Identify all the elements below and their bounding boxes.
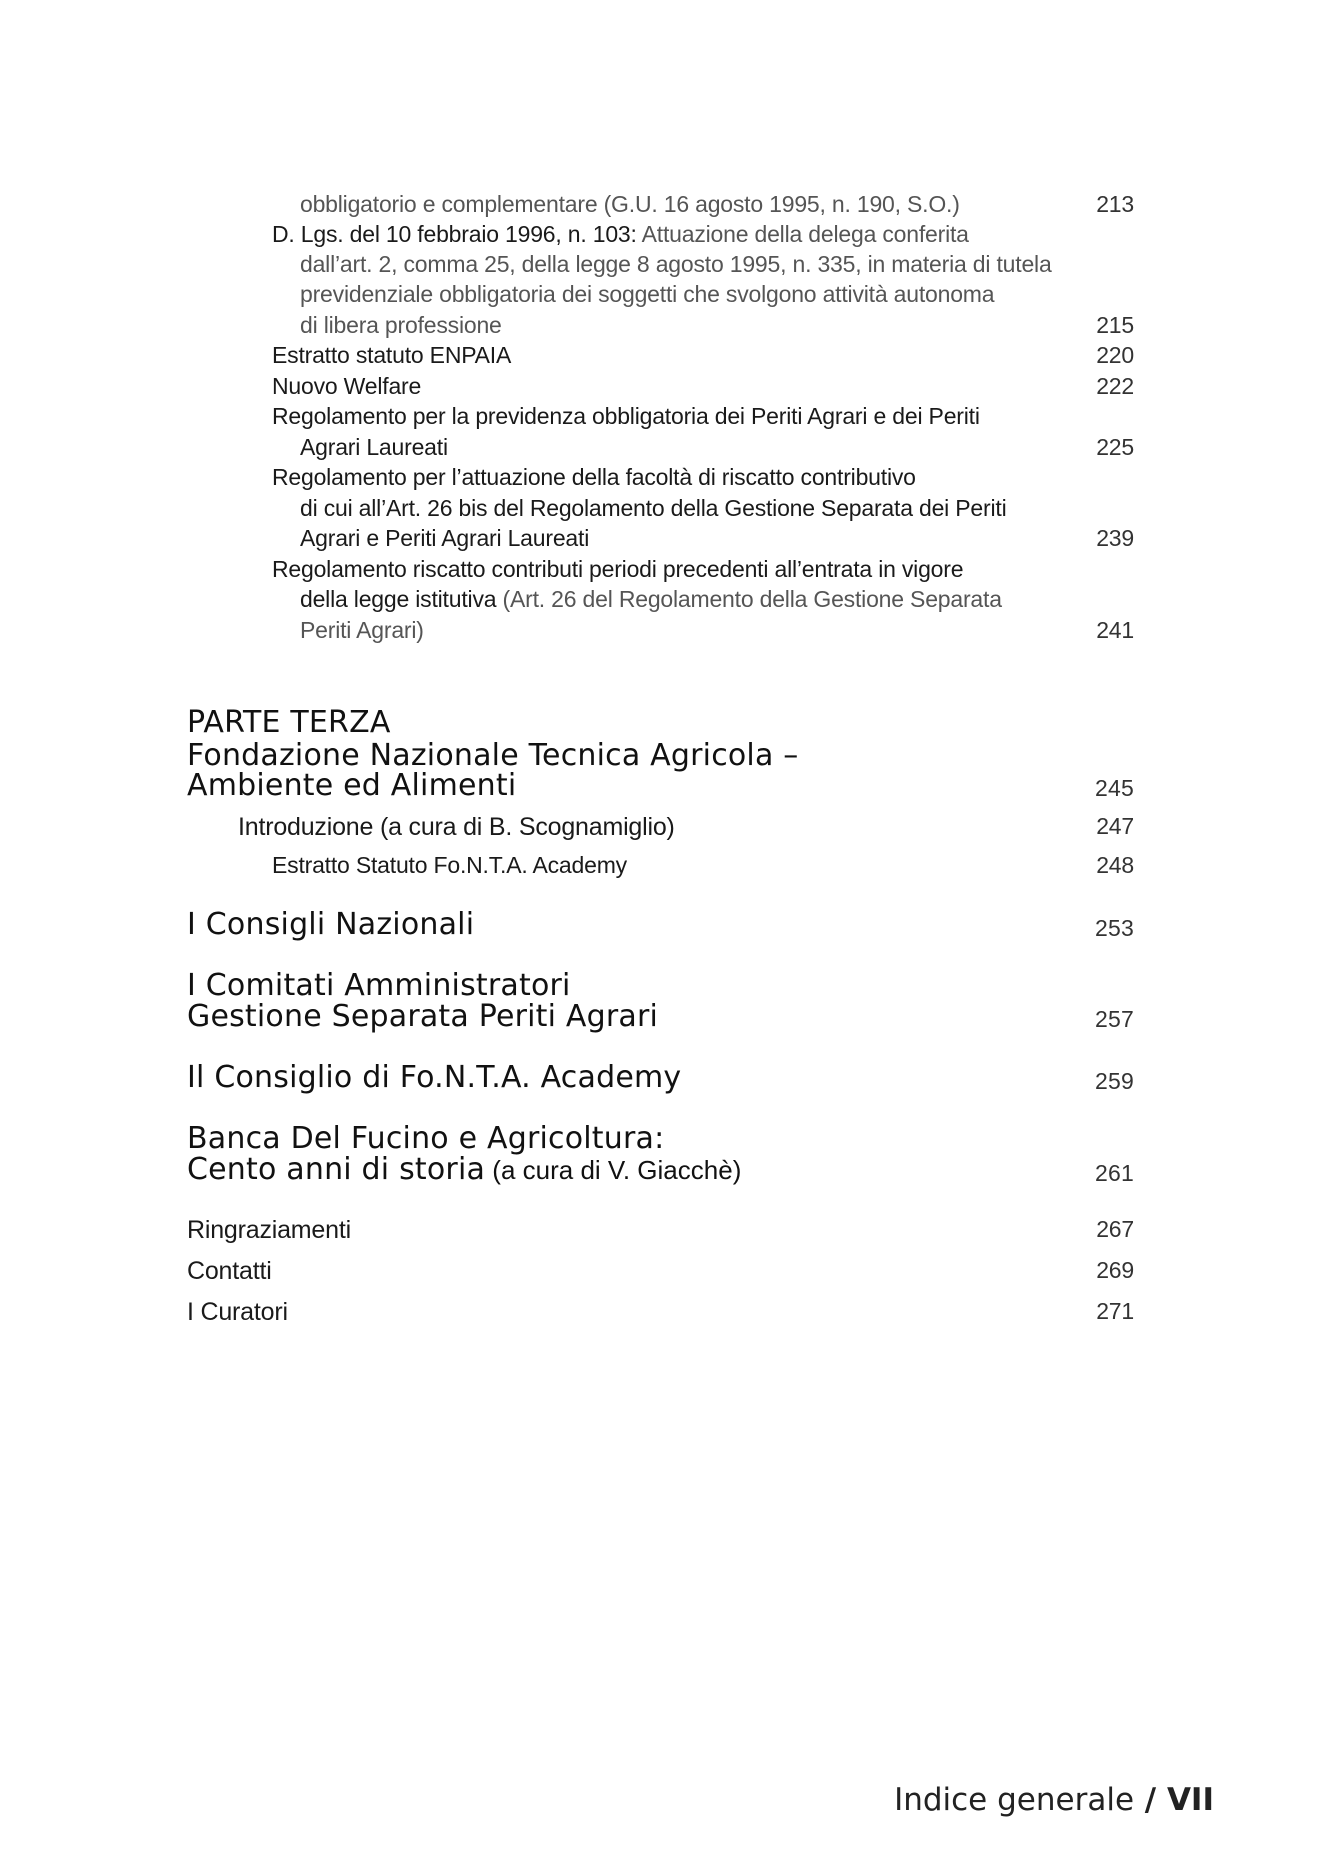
toc-upper-line-text (300, 251, 1052, 278)
toc-page-number: 222 (1096, 373, 1134, 399)
consigli-page: 253 (1095, 915, 1134, 941)
toc-page-number: 241 (1096, 617, 1134, 643)
toc-upper-line-text (272, 464, 916, 491)
toc-end-entry-page: 271 (1096, 1298, 1134, 1324)
comitati-title-line2: Gestione Separata Periti Agrari (187, 999, 659, 1034)
toc-upper-line-text (272, 373, 421, 400)
parte-terza-title: PARTE TERZA (187, 705, 391, 740)
toc-upper-line-text (300, 312, 502, 339)
toc-entry-title: D. Lgs. del 10 febbraio 1996, n. 103: (272, 221, 642, 247)
toc-entry-title: Estratto statuto ENPAIA (272, 342, 512, 368)
toc-entry-title: Nuovo Welfare (272, 373, 422, 399)
banca-page: 261 (1095, 1160, 1134, 1186)
toc-upper-line-text (272, 221, 969, 248)
toc-upper-line-text (300, 617, 424, 644)
toc-end-entry-title: Contatti (187, 1257, 272, 1285)
introduzione-page: 247 (1096, 813, 1134, 839)
toc-upper-line-text (300, 434, 448, 461)
toc-page-number: 220 (1096, 342, 1134, 368)
page-footer (894, 1782, 1214, 1818)
toc-upper-line-text (272, 403, 980, 430)
toc-upper-line-text (300, 495, 1006, 522)
toc-entry-title: Regolamento per l’attuazione della facoltà di riscatto contributivo (272, 464, 916, 490)
toc-end-entry-page: 267 (1096, 1216, 1134, 1242)
toc-upper-line-text (300, 191, 960, 218)
toc-entry-title: Regolamento per la previdenza obbligatoria dei Periti Agrari e dei Periti (272, 403, 980, 429)
toc-entry-title: Agrari e Periti Agrari Laureati (300, 525, 590, 551)
toc-end-entry-title: Ringraziamenti (187, 1216, 351, 1244)
footer-section-name: Indice generale (894, 1782, 1135, 1818)
consiglio-fonta-page: 259 (1095, 1068, 1134, 1094)
toc-upper-line-text (272, 556, 963, 583)
toc-upper-line-text (300, 281, 994, 308)
toc-description-text: previdenziale obbligatoria dei soggetti che svolgono attività autonoma (300, 281, 995, 307)
toc-description-text: dall’art. 2, comma 25, della legge 8 agosto 1995, n. 335, in materia di tutela (300, 251, 1052, 277)
toc-entry-title: Agrari Laureati (300, 434, 448, 460)
toc-entry-title: della legge istitutiva (300, 586, 503, 612)
toc-entry-title: di cui all’Art. 26 bis del Regolamento della Gestione Separata dei Periti (300, 495, 1007, 521)
toc-end-entry-title: I Curatori (187, 1298, 288, 1326)
toc-upper-line-text (272, 342, 511, 369)
parte-terza-subtitle-text1: Fondazione Nazionale Tecnica Agricola – (187, 738, 799, 773)
toc-page-number: 215 (1096, 312, 1134, 338)
toc-description-text: Periti Agrari) (300, 617, 424, 643)
toc-description-text: obbligatorio e complementare (G.U. 16 agosto 1995, n. 190, S.O.) (300, 191, 960, 217)
toc-description-text: Attuazione della delega conferita (641, 221, 969, 247)
banca-title-line2: Cento anni di storia (187, 1152, 486, 1187)
toc-entry-title: Regolamento riscatto contributi periodi precedenti all’entrata in vigore (272, 556, 964, 582)
toc-page-number: 225 (1096, 434, 1134, 460)
estratto-statuto-page: 248 (1096, 852, 1134, 878)
toc-upper-line-text (300, 586, 1002, 613)
banca-curator-note: (a cura di V. Giacchè) (485, 1155, 742, 1185)
comitati-page: 257 (1095, 1006, 1134, 1032)
footer-separator: / (1134, 1782, 1167, 1818)
toc-description-text: di libera professione (300, 312, 502, 338)
consiglio-fonta-title: Il Consiglio di Fo.N.T.A. Academy (187, 1060, 682, 1095)
toc-upper-line-text (300, 525, 589, 552)
parte-terza-subtitle-text2: Ambiente ed Alimenti (187, 768, 517, 803)
banca-title-line1: Banca Del Fucino e Agricoltura: (187, 1121, 665, 1156)
consigli-title: I Consigli Nazionali (187, 907, 475, 942)
comitati-title-line1: I Comitati Amministratori (187, 968, 571, 1003)
parte-terza-page: 245 (1095, 775, 1134, 801)
toc-description-text: (Art. 26 del Regolamento della Gestione Separata (502, 586, 1002, 612)
toc-page-number: 239 (1096, 525, 1134, 551)
introduzione-title: Introduzione (a cura di B. Scognamiglio) (238, 813, 675, 841)
toc-page-number: 213 (1096, 191, 1134, 217)
toc-end-entry-page: 269 (1096, 1257, 1134, 1283)
footer-page-number: VII (1166, 1782, 1214, 1818)
estratto-statuto-title: Estratto Statuto Fo.N.T.A. Academy (272, 852, 627, 878)
